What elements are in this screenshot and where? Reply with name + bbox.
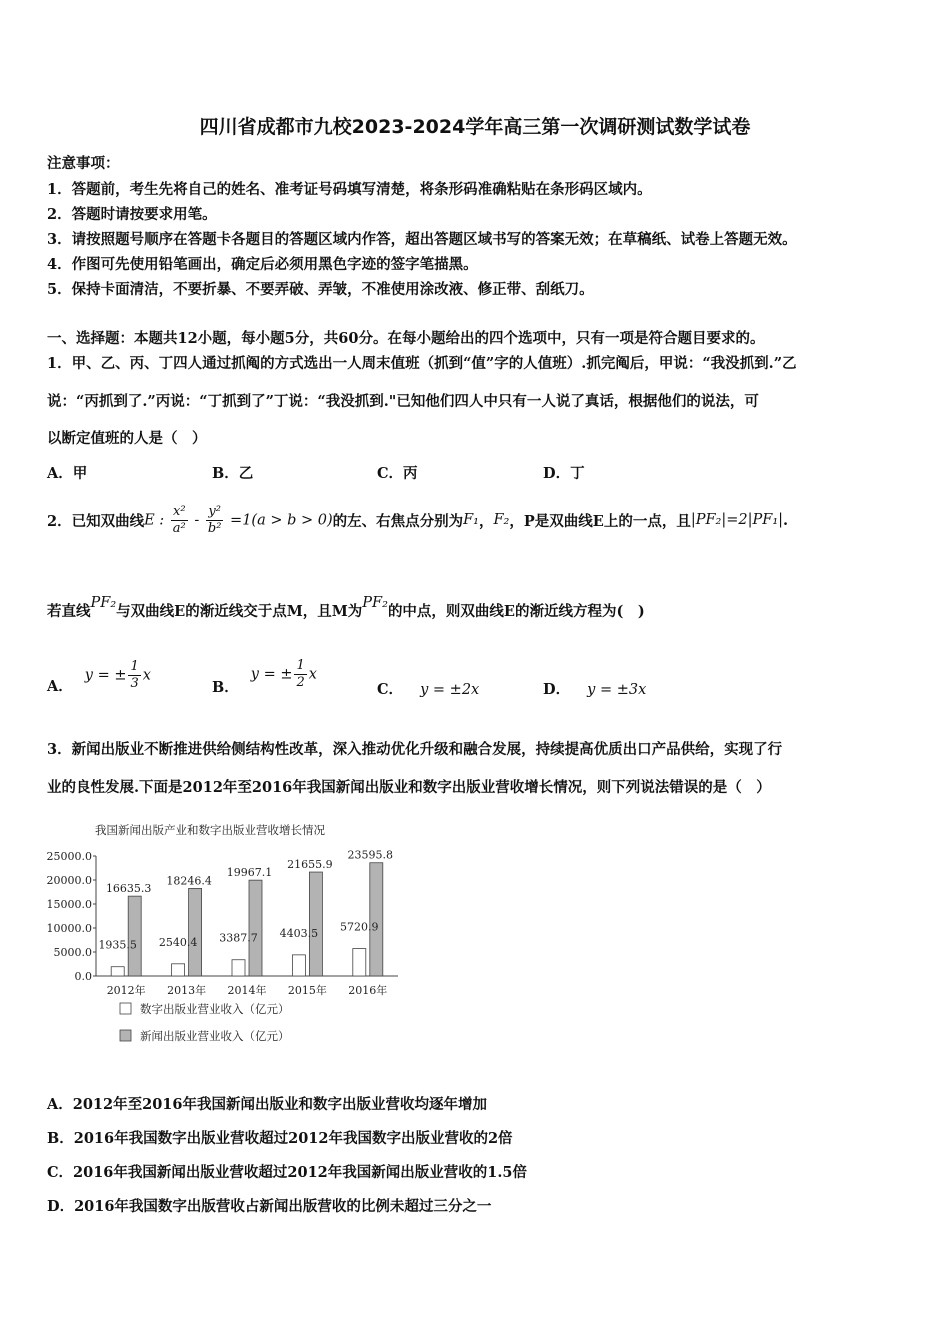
minus-sign: - xyxy=(194,512,200,528)
legend-label: 新闻出版业营业收入（亿元） xyxy=(140,1029,290,1043)
segment-pf2: PF₂ xyxy=(362,594,388,611)
denominator: 2 xyxy=(296,675,305,690)
bar-digital xyxy=(172,964,185,976)
option-math: y = ±3x xyxy=(587,682,647,698)
option-label: A． xyxy=(47,678,73,695)
q1-option-c[interactable]: C．丙 xyxy=(377,465,418,482)
notice-heading: 注意事项： xyxy=(47,155,120,172)
q1-option-d[interactable]: D．丁 xyxy=(543,465,585,482)
y-tick-label: 20000.0 xyxy=(46,874,92,887)
numerator: 1 xyxy=(296,658,305,673)
numerator: x² xyxy=(171,504,188,521)
chart-title: 我国新闻出版产业和数字出版业营收增长情况 xyxy=(95,823,325,837)
q1-option-a[interactable]: A．甲 xyxy=(47,465,88,482)
notice-item: 3．请按照题号顺序在答题卡各题目的答题区域内作答，超出答题区域书写的答案无效；在草稿纸、试卷上答题无效。 xyxy=(47,231,797,248)
q2-text xyxy=(47,594,645,621)
denominator: 3 xyxy=(130,676,139,691)
denominator: a² xyxy=(172,520,186,536)
numerator: y² xyxy=(206,504,224,521)
q2-option-c[interactable] xyxy=(377,678,479,699)
bar-news xyxy=(309,872,322,976)
x-tick-label: 2013年 xyxy=(167,984,207,997)
q2-text-part: ， xyxy=(479,512,494,530)
bar-news xyxy=(128,896,141,976)
q2-text-part: 若直线 xyxy=(47,603,91,620)
option-label: C． xyxy=(377,681,404,698)
notice-item: 2．答题时请按要求用笔。 xyxy=(47,206,217,223)
y-tick-label: 5000.0 xyxy=(53,946,92,959)
data-label: 5720.9 xyxy=(340,920,379,934)
math-prefix: y = ± xyxy=(250,666,293,683)
q2-option-a[interactable] xyxy=(47,655,151,696)
option-label: B． xyxy=(212,679,239,696)
bar-chart xyxy=(40,818,420,1063)
legend-label: 数字出版业营业收入（亿元） xyxy=(140,1002,290,1016)
math-prefix: y = ± xyxy=(84,667,127,684)
bar-news xyxy=(370,863,383,976)
option-math xyxy=(251,658,317,691)
math-var: x xyxy=(308,666,317,683)
bar-news xyxy=(249,880,262,976)
data-label: 3387.7 xyxy=(219,931,258,945)
hyperbola-equation xyxy=(144,504,333,537)
legend-swatch xyxy=(120,1003,131,1014)
math-var: x xyxy=(142,667,151,684)
q2-option-d[interactable] xyxy=(543,678,646,699)
section-heading: 一、选择题：本题共12小题，每小题5分，共60分。在每小题给出的四个选项中，只有一项是符合题目要求的。 xyxy=(47,330,765,347)
q2-text-part: 的中点，则双曲线E的渐近线方程为( ) xyxy=(387,603,645,620)
q2-option-b[interactable] xyxy=(212,652,317,697)
q2-text-part: . xyxy=(783,511,789,529)
legend-swatch xyxy=(120,1030,131,1041)
y-tick-label: 15000.0 xyxy=(46,898,92,911)
data-label: 1935.5 xyxy=(98,938,137,952)
fraction xyxy=(128,659,140,692)
y-tick-label: 25000.0 xyxy=(46,850,92,863)
condition: |PF₂|=2|PF₁| xyxy=(690,512,784,528)
data-label: 18246.4 xyxy=(166,874,212,888)
q3-option-a[interactable]: A．2012年至2016年我国新闻出版业和数字出版业营收均逐年增加 xyxy=(47,1096,487,1113)
data-label: 21655.9 xyxy=(287,858,333,872)
q2-text-part: ，P是双曲线E上的一点，且 xyxy=(509,512,691,530)
fraction xyxy=(171,504,188,537)
y-tick-label: 10000.0 xyxy=(46,922,92,935)
bar-digital xyxy=(292,955,305,976)
q3-option-d[interactable]: D．2016年我国数字出版营收占新闻出版营收的比例未超过三分之一 xyxy=(47,1198,492,1215)
segment-pf2: PF₂ xyxy=(90,594,117,611)
q3-text: 3．新闻出版业不断推进供给侧结构性改革，深入推动优化升级和融合发展，持续提高优质出口产品供给，实现了行 xyxy=(47,741,783,758)
q1-text: 说：“丙抓到了.”丙说：“丁抓到了”丁说：“我没抓到."已知他们四人中只有一人说了真话，根据他们的说法，可 xyxy=(47,393,759,410)
bar-digital xyxy=(353,949,366,976)
q1-text: 1．甲、乙、丙、丁四人通过抓阄的方式选出一人周末值班（抓到“值”字的人值班）.抓完阄后，甲说：“我没抓到.”乙 xyxy=(47,355,797,372)
option-math: y = ±2x xyxy=(420,682,480,698)
q1-text: 以断定值班的人是（ ） xyxy=(47,430,207,447)
eq-label: E : xyxy=(144,512,165,528)
denominator: b² xyxy=(207,520,222,536)
data-label: 23595.8 xyxy=(347,848,394,862)
numerator: 1 xyxy=(130,659,139,674)
x-tick-label: 2016年 xyxy=(348,984,388,997)
notice-item: 4．作图可先使用铅笔画出，确定后必须用黑色字迹的签字笔描黑。 xyxy=(47,256,478,273)
q3-text: 业的良性发展.下面是2012年至2016年我国新闻出版业和数字出版业营收增长情况，则下列说法错误的是（ ） xyxy=(47,779,771,796)
data-label: 16635.3 xyxy=(105,882,152,896)
fraction xyxy=(206,504,224,537)
data-label: 19967.1 xyxy=(226,866,273,880)
focus-f2: F₂ xyxy=(493,512,510,528)
notice-item: 1．答题前，考生先将自己的姓名、准考证号码填写清楚，将条形码准确粘贴在条形码区域内。 xyxy=(47,181,652,198)
focus-f1: F₁ xyxy=(463,512,479,528)
option-math xyxy=(85,659,151,692)
q2-text-part: 2．已知双曲线 xyxy=(47,512,145,530)
y-tick-label: 0.0 xyxy=(74,970,92,983)
eq-rest: =1(a > b > 0) xyxy=(230,512,333,528)
data-label: 2540.4 xyxy=(158,935,198,949)
x-tick-label: 2012年 xyxy=(106,984,146,997)
q2-text xyxy=(47,500,788,540)
q2-text-part: 与双曲线E的渐近线交于点M，且M为 xyxy=(116,603,363,620)
data-label: 4403.5 xyxy=(279,926,319,940)
notice-item: 5．保持卡面清洁，不要折暴、不要弄破、弄皱，不准使用涂改液、修正带、刮纸刀。 xyxy=(47,281,594,298)
x-tick-label: 2015年 xyxy=(287,984,327,997)
bar-digital xyxy=(232,960,245,976)
q3-option-c[interactable]: C．2016年我国新闻出版业营收超过2012年我国新闻出版业营收的1.5倍 xyxy=(47,1164,527,1181)
q2-text-part: 的左、右焦点分别为 xyxy=(332,512,464,530)
x-tick-label: 2014年 xyxy=(227,984,267,997)
bar-digital xyxy=(111,967,124,976)
q3-option-b[interactable]: B．2016年我国数字出版业营收超过2012年我国数字出版业营收的2倍 xyxy=(47,1130,513,1147)
option-label: D． xyxy=(543,681,571,698)
bar-news xyxy=(189,888,202,976)
fraction xyxy=(294,658,306,691)
page-title: 四川省成都市九校2023-2024学年高三第一次调研测试数学试卷 xyxy=(199,116,751,138)
q1-option-b[interactable]: B．乙 xyxy=(212,465,254,482)
